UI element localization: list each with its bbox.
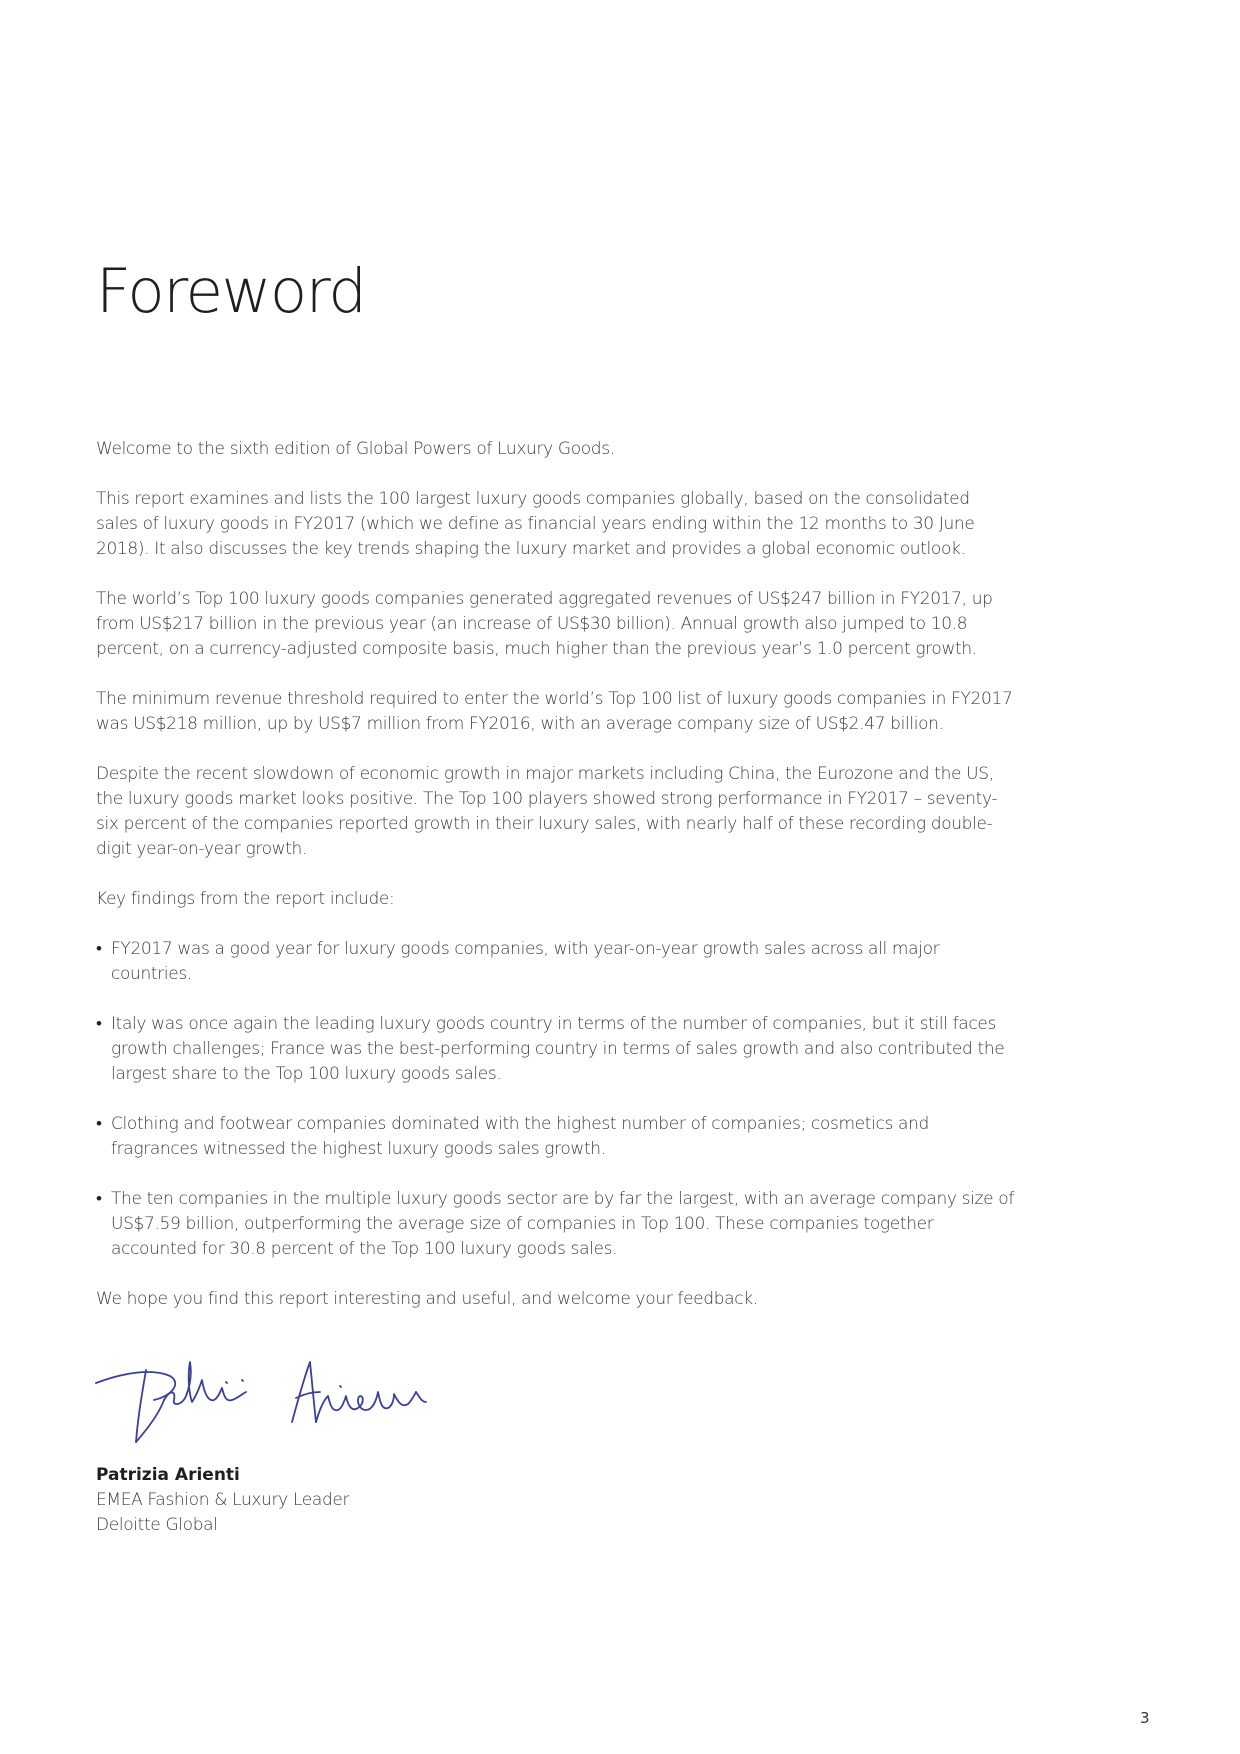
bullet-icon: • bbox=[96, 1014, 102, 1034]
signatory-organization: Deloitte Global bbox=[96, 1515, 218, 1535]
finding-text: Clothing and footwear companies dominated with the highest number of companies; cosmetics and fragrances witnessed the highest luxury goods sales growth. bbox=[111, 1114, 929, 1159]
paragraph-revenues: The world’s Top 100 luxury goods companies generated aggregated revenues of US$247 billion in FY2017, up from US$217 billion in the previous year (an increase of US$30 billion). Annual growth also jumped to 10.8 percent, on a currency-adjusted composite basis, much higher than the previous year’s 1.0 percent growth. bbox=[96, 589, 993, 659]
finding-text: Italy was once again the leading luxury goods country in terms of the number of companies, but it still faces growth challenges; France was the best-performing country in terms of sales growth and also contributed the largest share to the Top 100 luxury goods sales. bbox=[111, 1014, 1005, 1084]
list-item bbox=[96, 937, 1016, 987]
page-number: 3 bbox=[1140, 1709, 1150, 1727]
foreword-body bbox=[96, 437, 1016, 1337]
list-item bbox=[96, 1187, 1016, 1262]
finding-text: The ten companies in the multiple luxury goods sector are by far the largest, with an average company size of US$7.59 billion, outperforming the average size of companies in Top 100. These companies together accounted for 30.8 percent of the Top 100 luxury goods sales. bbox=[111, 1189, 1014, 1259]
paragraph-market-outlook: Despite the recent slowdown of economic growth in major markets including China, the Eurozone and the US, the luxury goods market looks positive. The Top 100 players showed strong performance in FY2017 – seventy-six percent of the companies reported growth in their luxury sales, with nearly half of these recording double-digit year-on-year growth. bbox=[96, 764, 998, 859]
list-item bbox=[96, 1012, 1016, 1087]
paragraph-report-scope: This report examines and lists the 100 largest luxury goods companies globally, based on the consolidated sales of luxury goods in FY2017 (which we define as financial years ending within the 12 months to 30 June 2018). It also discusses the key trends shaping the luxury market and provides a global economic outlook. bbox=[96, 489, 975, 559]
paragraph-closing: We hope you find this report interesting and useful, and welcome your feedback. bbox=[96, 1289, 758, 1309]
page-title: Foreword bbox=[96, 256, 366, 327]
signatory-role: EMEA Fashion & Luxury Leader bbox=[96, 1490, 350, 1510]
signoff-block bbox=[96, 1463, 349, 1538]
bullet-icon: • bbox=[96, 1114, 102, 1134]
paragraph-key-findings-intro: Key findings from the report include: bbox=[96, 889, 395, 909]
key-findings-list bbox=[96, 937, 1016, 1262]
paragraph-threshold: The minimum revenue threshold required to enter the world’s Top 100 list of luxury goods companies in FY2017 was US$218 million, up by US$7 million from FY2016, with an average company size of US$2.47 billion. bbox=[96, 689, 1013, 734]
paragraph-welcome: Welcome to the sixth edition of Global Powers of Luxury Goods. bbox=[96, 439, 615, 459]
bullet-icon: • bbox=[96, 939, 102, 959]
signatory-name: Patrizia Arienti bbox=[96, 1465, 240, 1485]
finding-text: FY2017 was a good year for luxury goods companies, with year-on-year growth sales across all major countries. bbox=[111, 939, 940, 984]
handwritten-signature bbox=[92, 1356, 437, 1456]
bullet-icon: • bbox=[96, 1189, 102, 1209]
list-item bbox=[96, 1112, 1016, 1162]
